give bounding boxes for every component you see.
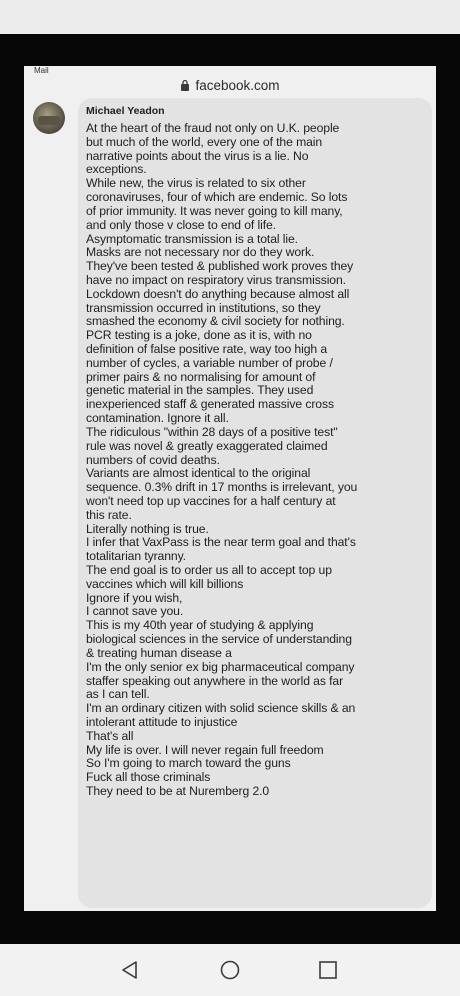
comment-line: & treating human disease a [86, 645, 232, 660]
comment-line: I infer that VaxPass is the near term goal and that's [86, 535, 356, 550]
lock-icon [180, 79, 190, 91]
comment-line: totalitarian tyranny. [86, 549, 186, 564]
comment-line: contamination. Ignore it all. [86, 411, 229, 426]
comment-line: rule was novel & greatly exaggerated claimed [86, 438, 328, 453]
comment-line: So I'm going to march toward the guns [86, 756, 291, 771]
comment-line: this rate. [86, 507, 132, 522]
comment-line: have no impact on respiratory virus transmission. [86, 272, 346, 287]
comment-line: primer pairs & no normalising for amount of [86, 369, 316, 384]
home-icon[interactable] [218, 959, 242, 981]
comment-line: They need to be at Nuremberg 2.0 [86, 784, 270, 798]
comment-line: I'm an ordinary citizen with solid science skills & an [86, 701, 356, 716]
comment-line: While new, the virus is related to six other [86, 176, 306, 191]
comment-line: definition of false positive rate, way too high a [86, 342, 328, 356]
url-text: facebook.com [195, 77, 280, 93]
comment-author[interactable]: Michael Yeadon [86, 105, 165, 117]
recent-apps-icon[interactable] [316, 959, 340, 981]
comment-line: genetic material in the samples. They used [86, 383, 314, 398]
comment-line: Literally nothing is true. [86, 521, 209, 536]
comment-line: smashed the economy & civil society for nothing. [86, 314, 345, 329]
comment-line: This is my 40th year of studying & applying [86, 618, 314, 633]
comment-body [86, 122, 424, 799]
comment-line: The end goal is to order us all to accept top up [86, 563, 332, 577]
comment-line: Lockdown doesn't do anything because almost all [86, 286, 350, 301]
comment-line: I cannot save you. [86, 604, 184, 619]
comment-line: exceptions. [86, 162, 147, 177]
comment-line: intolerant attitude to injustice [86, 714, 238, 729]
comment-line: The ridiculous "within 28 days of a positive test" [86, 424, 338, 439]
address-bar[interactable] [24, 74, 436, 96]
comment-line: I'm the only senior ex big pharmaceutical company [86, 659, 355, 674]
comment-line: Fuck all those criminals [86, 770, 211, 785]
comment-line: PCR testing is a joke, done as it is, with no [86, 328, 312, 343]
comment-line: vaccines which will kill billions [86, 576, 244, 591]
comment-line: biological sciences in the service of understanding [86, 632, 352, 647]
browser-screen [24, 66, 436, 911]
comment-line: and only those v close to end of life. [86, 217, 276, 232]
comment-line: numbers of covid deaths. [86, 452, 220, 467]
avatar[interactable] [33, 102, 65, 134]
comment-line: My life is over. I will never regain full freedom [86, 742, 324, 757]
android-nav-bar [0, 944, 460, 996]
comment-line: transmission occurred in institutions, so they [86, 300, 321, 315]
comment-line: as I can tell. [86, 687, 150, 702]
top-bar [0, 0, 460, 34]
comment-line: Variants are almost identical to the original [86, 466, 311, 481]
back-icon[interactable] [118, 959, 142, 981]
comment-line: narrative points about the virus is a lie. No [86, 148, 309, 163]
comment-line: At the heart of the fraud not only on U.K. people [86, 121, 340, 135]
comment-line: number of cycles, a variable number of probe / [86, 355, 333, 370]
status-carrier: Mail [34, 66, 49, 75]
comment-line: inexperienced staff & generated massive cross [86, 397, 334, 412]
comment-line: They've been tested & published work proves they [86, 259, 354, 274]
comment-line: won't need top up vaccines for a half century at [86, 493, 336, 508]
comment-line: That's all [86, 728, 134, 743]
comment-line: but much of the world, every one of the main [86, 134, 323, 149]
comment-line: of prior immunity. It was never going to kill many, [86, 203, 343, 218]
comment-line: Asymptomatic transmission is a total lie. [86, 231, 298, 246]
comment-line: Ignore if you wish, [86, 590, 183, 605]
comment-line: staffer speaking out anywhere in the world as far [86, 673, 344, 688]
comment-line: coronaviruses, four of which are endemic. So lots [86, 190, 348, 205]
comment-line: Masks are not necessary nor do they work. [86, 245, 315, 260]
comment-line: sequence. 0.3% drift in 17 months is irrelevant, you [86, 480, 358, 495]
